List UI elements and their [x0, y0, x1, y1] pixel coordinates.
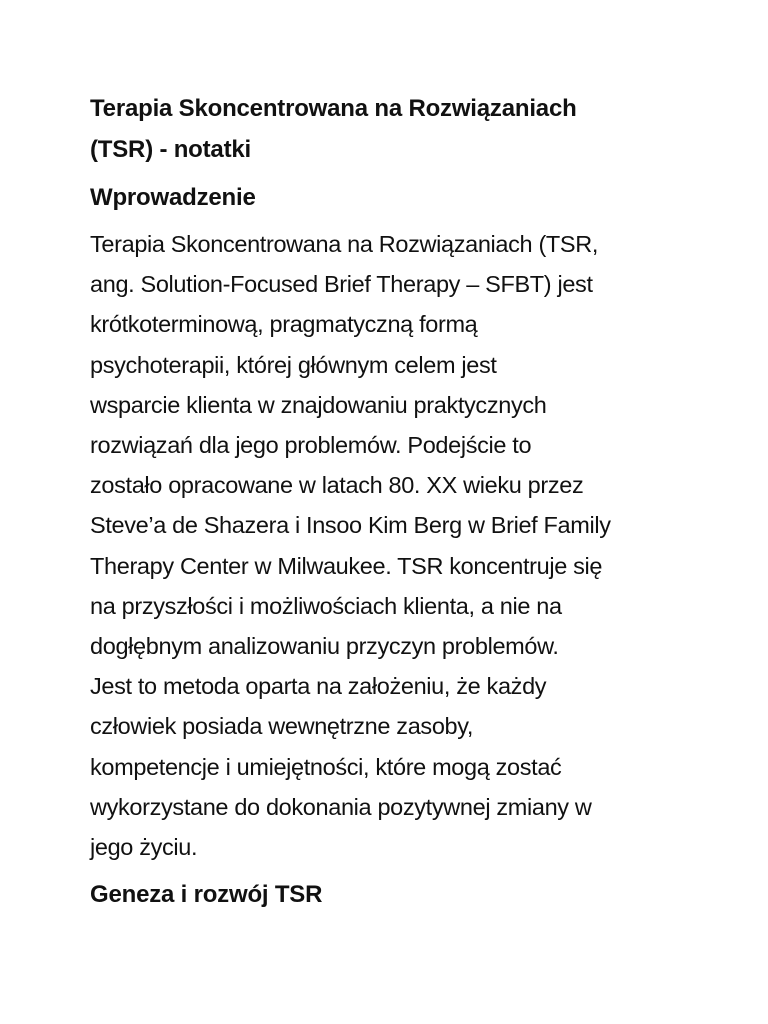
section-heading-genesis: Geneza i rozwój TSR: [90, 881, 323, 909]
paragraph-line: psychoterapii, której głównym celem jest: [90, 351, 497, 378]
paragraph-line: Therapy Center w Milwaukee. TSR koncentruje się: [90, 552, 603, 579]
paragraph-line: ang. Solution-Focused Brief Therapy – SFBT) jest: [90, 271, 593, 298]
introduction-paragraph: [90, 224, 690, 867]
document-page: [90, 88, 690, 915]
paragraph-line: Steve’a de Shazera i Insoo Kim Berg w Brief Family: [90, 512, 611, 539]
paragraph-line: człowiek posiada wewnętrzne zasoby,: [90, 713, 474, 740]
paragraph-line: rozwiązań dla jego problemów. Podejście to: [90, 432, 532, 459]
paragraph-line: wsparcie klienta w znajdowaniu praktycznych: [90, 391, 547, 418]
paragraph-line: Jest to metoda oparta na założeniu, że każdy: [90, 673, 547, 700]
title-line: Terapia Skoncentrowana na Rozwiązaniach: [90, 95, 577, 122]
paragraph-line: Terapia Skoncentrowana na Rozwiązaniach (TSR,: [90, 231, 599, 257]
paragraph-line: zostało opracowane w latach 80. XX wieku przez: [90, 472, 584, 499]
paragraph-line: dogłębnym analizowaniu przyczyn problemów.: [90, 633, 559, 660]
document-title: [90, 88, 690, 170]
paragraph-line: na przyszłości i możliwościach klienta, a nie na: [90, 592, 562, 619]
paragraph-line: krótkoterminową, pragmatyczną formą: [90, 311, 478, 338]
paragraph-line: kompetencje i umiejętności, które mogą zostać: [90, 753, 562, 780]
section-heading-introduction: Wprowadzenie: [90, 184, 256, 211]
title-line: (TSR) - notatki: [90, 136, 251, 163]
paragraph-line: wykorzystane do dokonania pozytywnej zmiany w: [90, 793, 592, 820]
paragraph-line: jego życiu.: [90, 834, 198, 861]
